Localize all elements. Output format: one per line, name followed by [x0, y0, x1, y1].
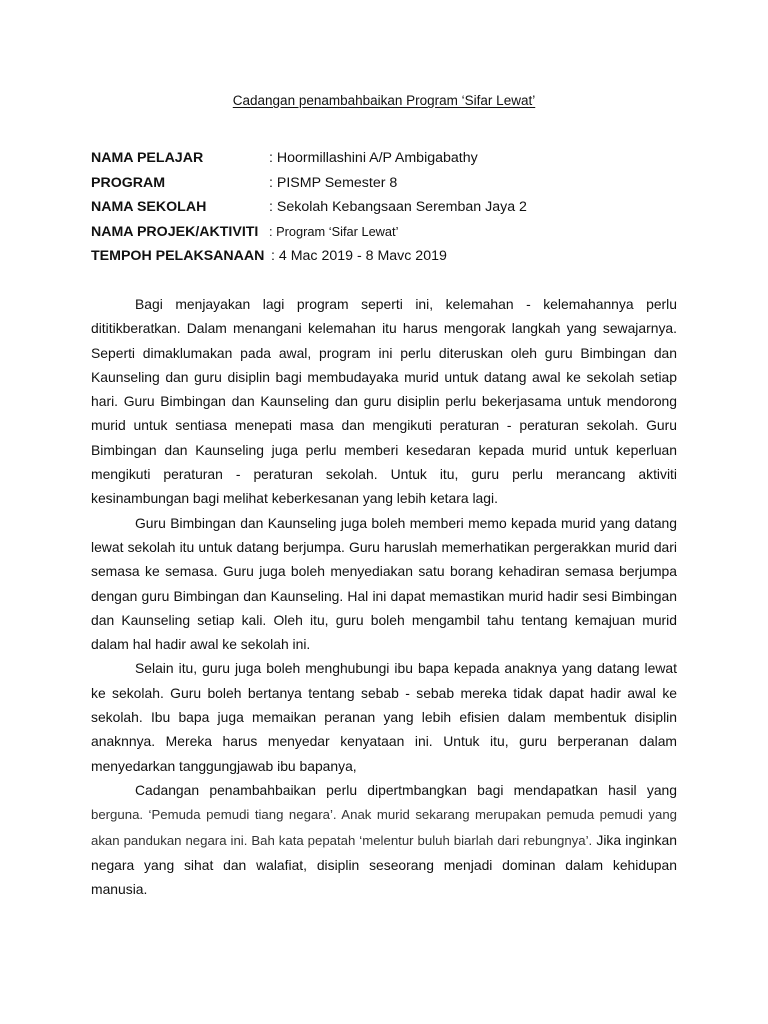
paragraph-text: Jika inginkan negara yang sihat dan walafiat, disiplin seseorang menjadi dominan dalam kehidupan manusia. [91, 831, 677, 898]
meta-row-school-name [91, 195, 691, 220]
body-paragraph-last [91, 778, 677, 901]
body-paragraph: Selain itu, guru juga boleh menghubungi ibu bapa kepada anaknya yang datang lewat ke sekolah. Guru boleh bertanya tentang sebab - sebab mereka tidak dapat hadir awal ke sekolah. Ibu bapa juga memaikan peranan yang lebih efisien dalam membentuk disiplin anaknnya. Mereka harus menyedar kenyataan ini. Untuk itu, guru berperanan dalam menyedarkan tanggungjawab ibu bapanya, [91, 660, 677, 774]
meta-label: NAMA PELAJAR [91, 150, 204, 166]
student-info-block [91, 146, 691, 269]
meta-value: : PISMP Semester 8 [269, 174, 398, 191]
meta-row-project-name [91, 220, 691, 245]
paragraph-text-light: berguna. ‘Pemuda pemudi tiang negara’. Anak murid sekarang merupakan pemuda pemudi yang akan pandukan negara ini. Bah kata pepatah ‘melentur buluh biarlah dari rebungnya’. [91, 807, 677, 848]
paragraph-text: Cadangan penambahbaikan perlu dipertmbangkan bagi mendapatkan hasil yang [135, 781, 677, 798]
body-paragraph: Guru Bimbingan dan Kaunseling juga boleh memberi memo kepada murid yang datang lewat sekolah itu untuk datang berjumpa. Guru haruslah memerhatikan pergerakkan murid dari semasa ke semasa. Guru juga boleh menyediakan satu borang kehadiran semasa berjumpa dengan guru Bimbingan dan Kaunseling. Hal ini dapat memastikan murid hadir sesi Bimbingan dan Kaunseling setiap kali. Oleh itu, guru boleh mengambil tahu tentang kemajuan murid dalam hal hadir awal ke sekolah ini. [91, 514, 677, 653]
meta-value: : 4 Mac 2019 - 8 Mavc 2019 [271, 248, 447, 265]
document-body [91, 292, 677, 901]
meta-label: TEMPOH PELAKSANAAN [91, 248, 265, 265]
meta-row-duration [91, 244, 691, 269]
meta-value: : Sekolah Kebangsaan Seremban Jaya 2 [269, 199, 527, 216]
meta-value: : Hoormillashini A/P Ambigabathy [269, 150, 478, 166]
body-paragraph: Bagi menjayakan lagi program seperti ini, kelemahan - kelemahannya perlu dititikberatkan. Dalam menangani kelemahan itu harus mengorak langkah yang sewajarnya. Seperti dimaklumakan pada awal, program ini perlu diteruskan oleh guru Bimbingan dan Kaunseling dan guru disiplin bagi membudayaka murid untuk datang awal ke sekolah setiap hari. Guru Bimbingan dan Kaunseling dan guru disiplin perlu bekerjasama untuk mendorong murid untuk sentiasa menepati masa dan mengikuti peraturan - peraturan sekolah. Guru Bimbingan dan Kaunseling juga perlu memberi kesedaran kepada murid untuk keperluan mengikuti peraturan - peraturan sekolah. Untuk itu, guru perlu merancang aktiviti kesinambungan bagi melihat keberkesanan yang lebih ketara lagi. [91, 296, 677, 507]
meta-value: : Program ‘Sifar Lewat’ [269, 223, 399, 239]
meta-row-program [91, 171, 691, 196]
meta-label: NAMA PROJEK/AKTIVITI [91, 223, 259, 240]
meta-row-student-name [91, 146, 691, 171]
meta-label: NAMA SEKOLAH [91, 199, 207, 216]
document-title: Cadangan penambahbaikan Program ‘Sifar Lewat’ [232, 93, 536, 108]
meta-label: PROGRAM [91, 174, 166, 191]
